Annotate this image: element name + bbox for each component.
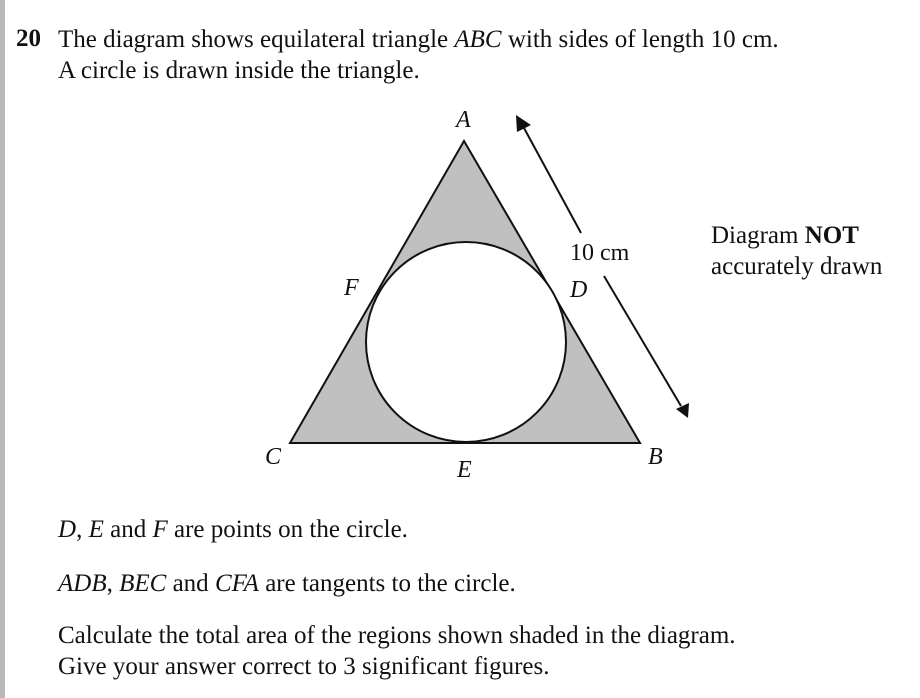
tangent-and: and <box>166 570 215 597</box>
note-prefix: Diagram <box>711 222 805 249</box>
note-bold-word: NOT <box>804 222 859 249</box>
point-d-label: D <box>570 277 588 303</box>
vertex-c-label: C <box>265 444 282 470</box>
question-intro-line-2: A circle is drawn inside the triangle. <box>58 57 420 84</box>
length-arrow-head-bottom <box>676 403 689 418</box>
vertex-b-label: B <box>648 444 663 470</box>
tangent-bec-ref: BEC <box>119 570 167 597</box>
length-arrow-head-top <box>516 115 531 132</box>
point-e-label: E <box>457 457 472 483</box>
diagram-accuracy-note <box>711 220 882 282</box>
triangle-name: ABC <box>454 26 502 53</box>
task-line-2: Give your answer correct to 3 significant figures. <box>58 653 550 680</box>
intro-text-after: with sides of length 10 cm. <box>501 26 779 53</box>
points-and: and <box>103 516 153 543</box>
points-statement <box>58 514 408 545</box>
tangent-tail: are tangents to the circle. <box>258 570 516 597</box>
inscribed-circle <box>366 242 566 442</box>
points-tail: are points on the circle. <box>167 516 408 543</box>
tangent-adb-ref: ADB <box>58 570 107 597</box>
point-f-label: F <box>344 275 359 301</box>
note-line-2: accurately drawn <box>711 253 883 280</box>
vertex-a-label: A <box>456 107 471 133</box>
point-d-ref: D <box>58 516 77 543</box>
side-length-label: 10 cm <box>570 240 630 266</box>
note-line-1 <box>711 220 882 251</box>
tangents-statement <box>58 568 516 599</box>
task-line-1: Calculate the total area of the regions shown shaded in the diagram. <box>58 622 736 649</box>
point-f-ref: F <box>152 516 168 543</box>
tangent-cfa-ref: CFA <box>214 570 259 597</box>
tangent-separator: , <box>106 570 120 597</box>
points-separator: , <box>76 516 89 543</box>
question-number: 20 <box>16 25 41 52</box>
point-e-ref: E <box>88 516 104 543</box>
length-arrow-upper-shaft <box>524 128 581 233</box>
length-arrow-lower-shaft <box>604 276 681 406</box>
intro-text-before: The diagram shows equilateral triangle <box>58 26 455 53</box>
